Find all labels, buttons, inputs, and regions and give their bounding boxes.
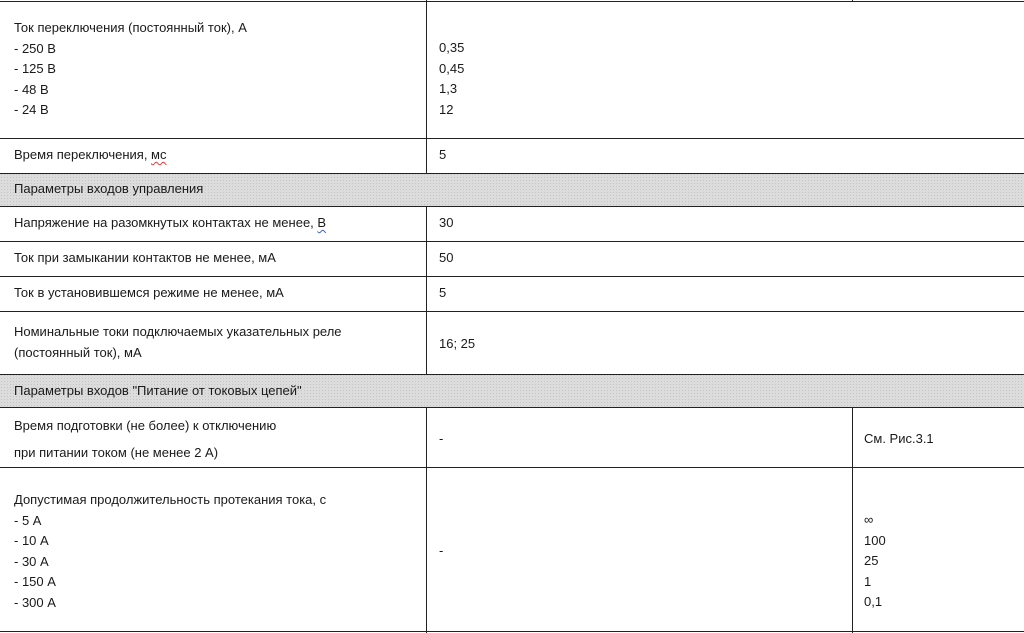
switching-current-item-value: 1,3	[439, 81, 458, 96]
indicator-relay-currents-label	[14, 322, 342, 363]
current-duration-item-value: 100	[864, 532, 886, 548]
open-contact-voltage-label	[14, 213, 326, 234]
row-divider	[0, 206, 1024, 207]
current-duration-label	[14, 490, 326, 613]
row-divider	[0, 374, 1024, 375]
switching-time-unit: мс	[151, 147, 167, 162]
indicator-relay-currents-value: 16; 25	[439, 336, 476, 351]
switching-current-item-value: 0,45	[439, 60, 465, 76]
open-contact-voltage-label-text: Напряжение на разомкнутых контактах не менее,	[14, 215, 318, 230]
current-duration-item-value: 25	[864, 553, 879, 568]
switching-current-item-value: 12	[439, 101, 454, 117]
row-divider	[0, 467, 1024, 468]
closing-current-label: Ток при замыкании контактов не менее, мА	[14, 250, 276, 265]
switching-current-item-label: - 24 В	[14, 102, 49, 117]
switching-time-label	[14, 145, 166, 166]
switching-current-item-label: - 125 В	[14, 61, 56, 76]
row-divider	[0, 311, 1024, 312]
current-duration-value: -	[439, 543, 444, 558]
switching-current-item-label: - 250 В	[14, 40, 56, 56]
steady-current-value: 5	[439, 285, 447, 300]
indicator-relay-currents-line1: Номинальные токи подключаемых указательных реле	[14, 324, 342, 339]
switching-current-item-value: 0,35	[439, 40, 465, 55]
indicator-relay-currents-line2: (постоянный ток), мА	[14, 344, 142, 360]
preparation-time-value2: См. Рис.3.1	[864, 431, 934, 446]
switching-current-title: Ток переключения (постоянный ток), А	[14, 20, 247, 35]
current-duration-item-value: 0,1	[864, 594, 883, 609]
current-duration-item-label: - 300 А	[14, 594, 56, 610]
current-duration-item-label: - 10 А	[14, 533, 49, 548]
preparation-time-line2: при питании током (не менее 2 А)	[14, 445, 219, 460]
current-duration-item-value: 1	[864, 573, 872, 589]
column-divider	[426, 407, 427, 633]
column-divider	[426, 0, 427, 173]
row-divider	[0, 138, 1024, 139]
current-duration-item-label: - 30 А	[14, 553, 49, 569]
current-duration-item-label: - 150 А	[14, 574, 56, 589]
preparation-time-line1: Время подготовки (не более) к отключению	[14, 418, 277, 433]
current-duration-values	[864, 510, 886, 613]
switching-current-values	[439, 38, 464, 120]
switching-time-value: 5	[439, 147, 447, 162]
current-duration-item-label: - 5 А	[14, 512, 42, 528]
switching-current-label	[14, 18, 247, 121]
column-divider	[852, 407, 853, 633]
row-divider	[0, 1, 1024, 2]
closing-current-value: 50	[439, 250, 454, 265]
column-divider	[852, 0, 853, 2]
switching-time-label-text: Время переключения,	[14, 147, 152, 162]
column-divider	[426, 206, 427, 374]
preparation-time-value: -	[439, 431, 444, 446]
steady-current-label: Ток в установившемся режиме не менее, мА	[14, 285, 284, 300]
open-contact-voltage-value: 30	[439, 215, 454, 230]
switching-current-item-label: - 48 В	[14, 81, 49, 97]
row-divider	[0, 173, 1024, 174]
row-divider	[0, 276, 1024, 277]
control-inputs-header: Параметры входов управления	[14, 181, 204, 196]
row-divider	[0, 407, 1024, 408]
current-duration-title: Допустимая продолжительность протекания тока, с	[14, 492, 327, 507]
open-contact-voltage-unit: В	[317, 215, 327, 230]
row-divider	[0, 631, 1024, 632]
row-divider	[0, 241, 1024, 242]
current-duration-item-value: ∞	[864, 512, 874, 527]
current-supply-header: Параметры входов "Питание от токовых цепей"	[14, 383, 302, 398]
